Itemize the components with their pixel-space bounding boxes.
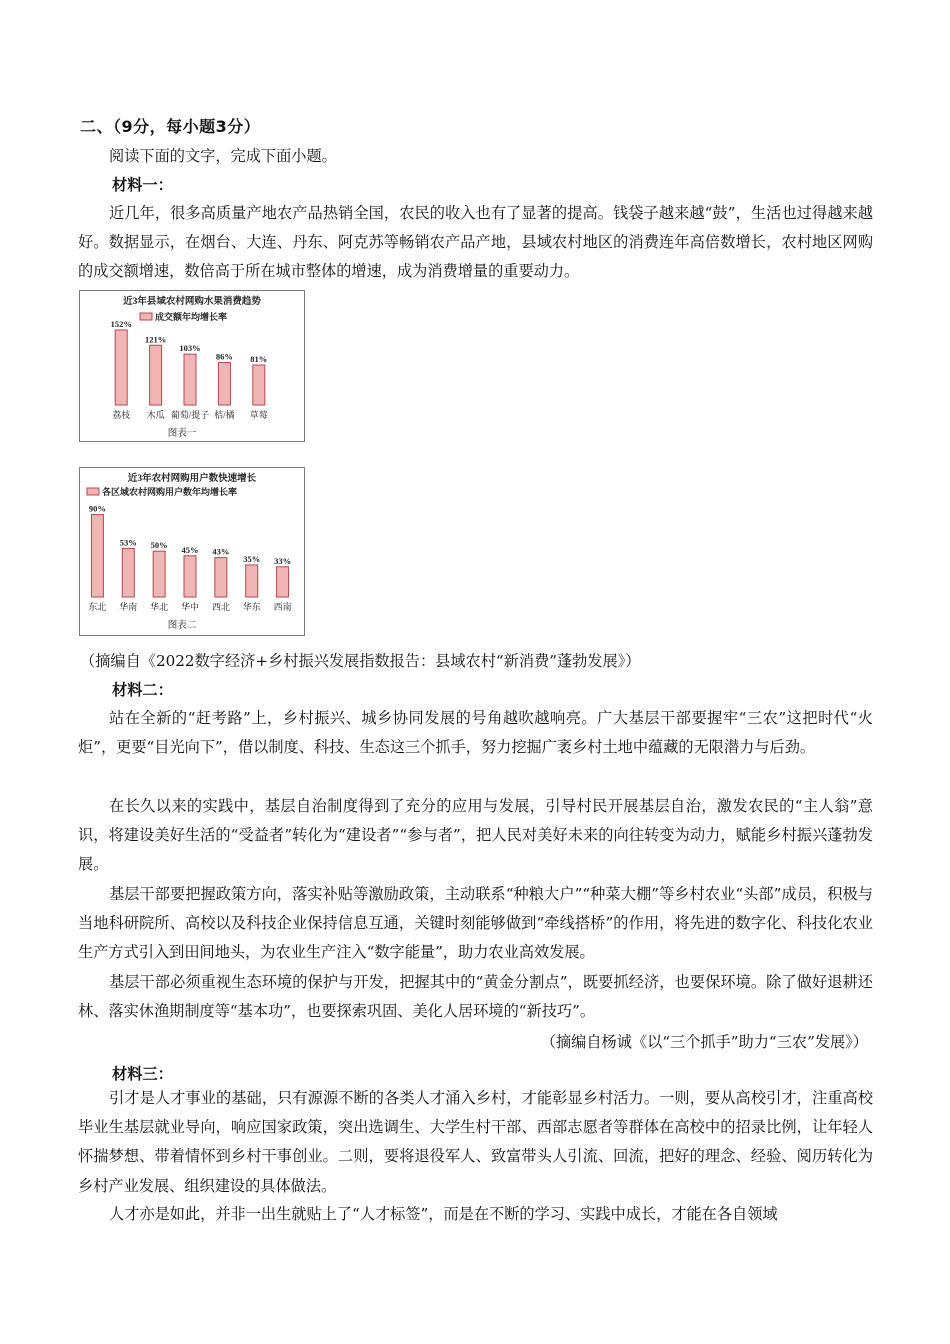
chart-2-value-label: 50% [150,540,168,551]
intro-text: 阅读下面的文字，完成下面小题。 [109,147,337,165]
chart-2-category-label: 华东 [242,602,261,612]
material-2-paragraph-3: 基层干部要把握政策方向，落实补贴等激励政策，主动联系“种粮大户”“种菜大棚”等乡村农业“头部”成员，积极与当地科研院所、高校以及科技企业保持信息互通，关键时刻能够做到“牵线搭桥”的作用，将先进的数字化、科技化农业生产方式引入到田间地头，为农业生产注入“数字能量”，助力农业高效发展。 [78,885,873,962]
chart-2-value-label: 53% [119,537,137,548]
chart-1-caption: 图表一 [167,429,197,439]
chart-2-bar [153,551,165,597]
material-1-source: （摘编自《2022数字经济+乡村振兴发展指数报告：县域农村“新消费”蓬勃发展》） [80,652,641,670]
chart-2-bar [184,556,196,597]
chart-2-value-label: 33% [274,555,292,566]
chart-2-bar [277,567,289,597]
material-2-paragraph-4: 基层干部必须重视生态环境的保护与开发，把握其中的“黄金分割点”，既要抓经济，也要保环境。除了做好退耕还林、落实休渔期制度等“基本功”，也要探索巩固、美化人居环境的“新技巧”。 [78,973,873,1021]
chart-2-legend-label: 各区域农村网购用户数年均增长率 [102,487,238,497]
chart-1-category-label: 草莓 [249,410,268,420]
chart-2-value-label: 35% [243,553,261,564]
chart-2-svg [80,468,304,635]
chart-2-category-label: 东北 [88,602,107,612]
material-3-paragraph-1: 引才是人才事业的基础，只有源源不断的各类人才涌入乡村，才能彰显乡村活力。一则，要从高校引才，注重高校毕业生基层就业导向，响应国家政策，突出选调生、大学生村干部、西部志愿者等群体在高校中的招录比例，让年轻人怀揣梦想、带着情怀到乡村干事创业。二则，要将退役军人、致富带头人引流、回流，把好的理念、经验、阅历转化为乡村产业发展、组织建设的具体做法。 [78,1089,873,1195]
chart-2-value-label: 90% [88,503,106,514]
chart-1-bar [150,345,162,405]
chart-1-bar [253,365,265,405]
chart-2-bar [215,558,227,597]
chart-2-title: 近3年农村网购用户数快速增长 [127,474,257,484]
chart-1-bar [115,330,127,405]
chart-2-category-label: 西南 [273,602,292,612]
chart-2-category-label: 西北 [211,602,230,612]
chart-1-legend-label: 成交额年均增长率 [155,312,228,322]
chart-2-category-label: 华北 [150,602,169,612]
material-2-paragraph-2: 在长久以来的实践中，基层自治制度得到了充分的应用与发展，引导村民开展基层自治，激发农民的“主人翁”意识，将建设美好生活的“受益者”转化为“建设者”“参与者”，把人民对美好未来的向往转变为动力，赋能乡村振兴蓬勃发展。 [78,797,873,874]
chart-2-bar [91,515,103,597]
chart-1-bar [184,354,196,405]
material-2-label: 材料二： [112,681,173,699]
chart-1-bar [218,363,230,405]
material-1-label: 材料一： [112,176,173,194]
chart-2-caption: 图表二 [167,621,197,631]
chart-1-category-label: 木瓜 [146,410,165,420]
material-1-paragraph: 近几年，很多高质量产地农产品热销全国，农民的收入也有了显著的提高。钱袋子越来越“鼓”，生活也过得越来越好。数据显示，在烟台、大连、丹东、阿克苏等畅销农产品产地，县域农村地区的消费连年高倍数增长，农村地区网购的成交额增速，数倍高于所在城市整体的增速，成为消费增量的重要动力。 [78,204,873,281]
chart-1-value-label: 152% [110,318,132,329]
chart-1-value-label: 103% [179,343,201,354]
chart-1-svg [80,291,304,441]
chart-1-category-label: 葡萄/提子 [170,410,210,420]
material-3-paragraph-2: 人才亦是如此，并非一出生就贴上了“人才标签”，而是在不断的学习、实践中成长，才能在各自领域 [109,1205,778,1223]
material-3-label: 材料三： [112,1065,173,1083]
section-title: 二、（9分，每小题3分） [80,117,261,136]
chart-2-legend-swatch [87,488,99,495]
material-2-source: （摘编自杨诚《以“三个抓手”助力“三农”发展》） [540,1033,868,1051]
chart-2-value-label: 43% [212,546,230,557]
chart-2 [79,467,305,636]
chart-1-title: 近3年县域农村网购水果消费趋势 [123,297,261,307]
chart-2-bar [122,548,134,597]
material-2-paragraph-1: 站在全新的“赶考路”上，乡村振兴、城乡协同发展的号角越吹越响亮。广大基层干部要握牢“三农”这把时代“火炬”，更要“目光向下”，借以制度、科技、生态这三个抓手，努力挖掘广袤乡村土地中蕴藏的无限潜力与后劲。 [78,709,873,757]
chart-1-value-label: 121% [144,334,167,345]
chart-1-legend-swatch [140,313,152,320]
chart-1-value-label: 86% [215,351,233,362]
chart-2-value-label: 45% [181,544,199,555]
chart-1-category-label: 荔枝 [112,410,131,420]
chart-1 [79,290,305,442]
chart-1-category-label: 桔/橘 [214,410,235,420]
chart-2-bar [246,565,258,597]
chart-2-category-label: 华南 [119,602,138,612]
chart-1-value-label: 81% [250,354,268,365]
chart-2-category-label: 华中 [180,602,200,612]
